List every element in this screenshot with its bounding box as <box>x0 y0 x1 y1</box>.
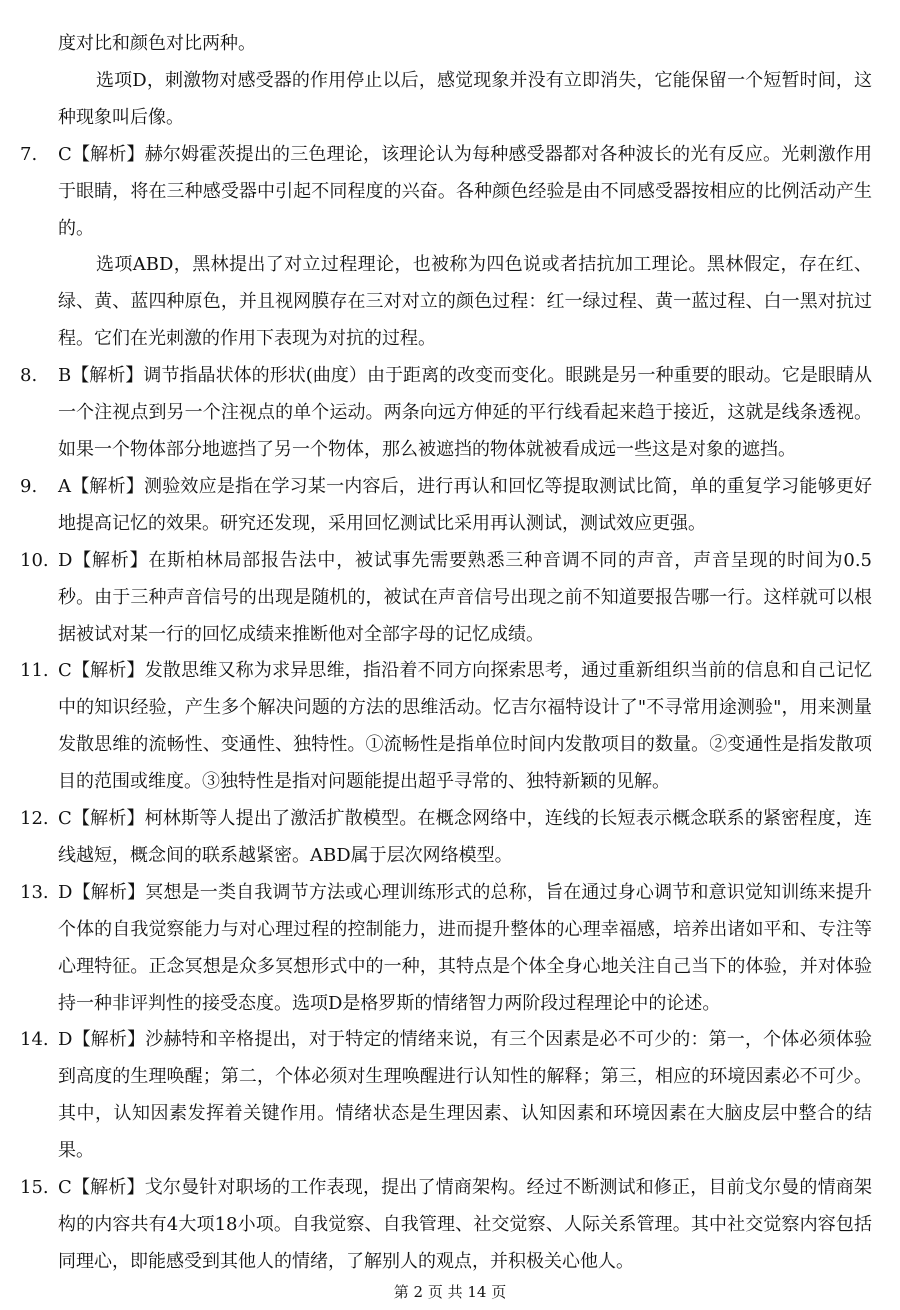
item-number: 7. <box>20 143 38 165</box>
item-number: 10. <box>20 549 49 571</box>
item-text: C【解析】发散思维又称为求异思维，指沿着不同方向探索思考，通过重新组织当前的信息和自己记忆中的知识经验，产生多个解决问题的方法的思维活动。忆吉尔福特设计了"不寻常用途测验"，用来测量发散思维的流畅性、变通性、独特性。①流畅性是指单位时间内发散项目的数量。②变通性是指发散项目的范围或维度。③独特性是指对问题能提出超乎寻常的、独特新颖的见解。 <box>58 660 872 793</box>
answer-item-13 <box>20 875 872 1023</box>
item-number: 11. <box>20 660 49 682</box>
answer-item-15 <box>20 1170 872 1281</box>
item-number: 9. <box>20 475 38 497</box>
item-number: 8. <box>20 365 38 387</box>
answer-item-10 <box>20 543 872 654</box>
answer-item-12 <box>20 801 872 875</box>
item-number: 14. <box>20 1029 49 1051</box>
answer-item-7 <box>20 137 872 248</box>
option-paragraph: 选项D，刺激物对感受器的作用停止以后，感觉现象并没有立即消失，它能保留一个短暂时间，这种现象叫后像。 <box>58 69 872 128</box>
continued-paragraph: 度对比和颜色对比两种。 <box>58 33 256 54</box>
item-text: D【解析】冥想是一类自我调节方法或心理训练形式的总称，旨在通过身心调节和意识觉知训练来提升个体的自我觉察能力与对心理过程的控制能力，进而提升整体的心理幸福感，培养出诸如平和、专注等心理特征。正念冥想是众多冥想形式中的一种，其特点是个体全身心地关注自己当下的体验，并对体验持一种非评判性的接受态度。选项D是格罗斯的情绪智力两阶段过程理论中的论述。 <box>58 881 872 1014</box>
item-text: A【解析】测验效应是指在学习某一内容后，进行再认和回忆等提取测试比简，单的重复学习能够更好地提高记忆的效果。研究还发现，采用回忆测试比采用再认测试，测试效应更强。 <box>58 475 872 534</box>
item-number: 15. <box>20 1177 49 1199</box>
page-footer: 第 2 页 共 14 页 <box>393 1283 507 1301</box>
item-text: C【解析】赫尔姆霍茨提出的三色理论，该理论认为每种感受器都对各种波长的光有反应。光刺激作用于眼睛，将在三种感受器中引起不同程度的兴奋。各种颜色经验是由不同感受器按相应的比例活动产生的。 <box>58 143 872 239</box>
answer-item-11 <box>20 653 872 801</box>
answer-explanations <box>20 26 872 1281</box>
item-number: 13. <box>20 881 49 903</box>
item-text: D【解析】沙赫特和辛格提出，对于特定的情绪来说，有三个因素是必不可少的：第一，个体必须体验到高度的生理唤醒；第二，个体必须对生理唤醒进行认知性的解释；第三，相应的环境因素必不可少。其中，认知因素发挥着关键作用。情绪状态是生理因素、认知因素和环境因素在大脑皮层中整合的结果。 <box>58 1029 872 1162</box>
option-paragraph: 选项ABD，黑林提出了对立过程理论，也被称为四色说或者拮抗加工理论。黑林假定，存在红、绿、黄、蓝四种原色，并且视网膜存在三对对立的颜色过程：红一绿过程、黄一蓝过程、白一黑对抗过程。它们在光刺激的作用下表现为对抗的过程。 <box>58 254 872 350</box>
item-text: D【解析】在斯柏林局部报告法中，被试事先需要熟悉三种音调不同的声音，声音呈现的时间为0.5秒。由于三种声音信号的出现是随机的，被试在声音信号出现之前不知道要报告哪一行。这样就可以根据被试对某一行的回忆成绩来推断他对全部字母的记忆成绩。 <box>58 549 872 645</box>
item-text: B【解析】调节指晶状体的形状(曲度）由于距离的改变而变化。眼跳是另一种重要的眼动。它是眼睛从一个注视点到另一个注视点的单个运动。两条向远方伸延的平行线看起来趋于接近，这就是线条透视。如果一个物体部分地遮挡了另一个物体，那么被遮挡的物体就被看成远一些这是对象的遮挡。 <box>58 365 872 460</box>
answer-item-9 <box>20 469 872 543</box>
item-text: C【解析】柯林斯等人提出了激活扩散模型。在概念网络中，连线的长短表示概念联系的紧密程度，连线越短，概念间的联系越紧密。ABD属于层次网络模型。 <box>58 808 872 866</box>
answer-item-8 <box>20 358 872 469</box>
item-number: 12. <box>20 808 49 830</box>
item-text: C【解析】戈尔曼针对职场的工作表现，提出了情商架构。经过不断测试和修正，目前戈尔曼的情商架构的内容共有4大项18小项。自我觉察、自我管理、社交觉察、人际关系管理。其中社交觉察内容包括同理心，即能感受到其他人的情绪，了解别人的观点，并积极关心他人。 <box>58 1177 872 1272</box>
answer-item-14 <box>20 1022 872 1170</box>
